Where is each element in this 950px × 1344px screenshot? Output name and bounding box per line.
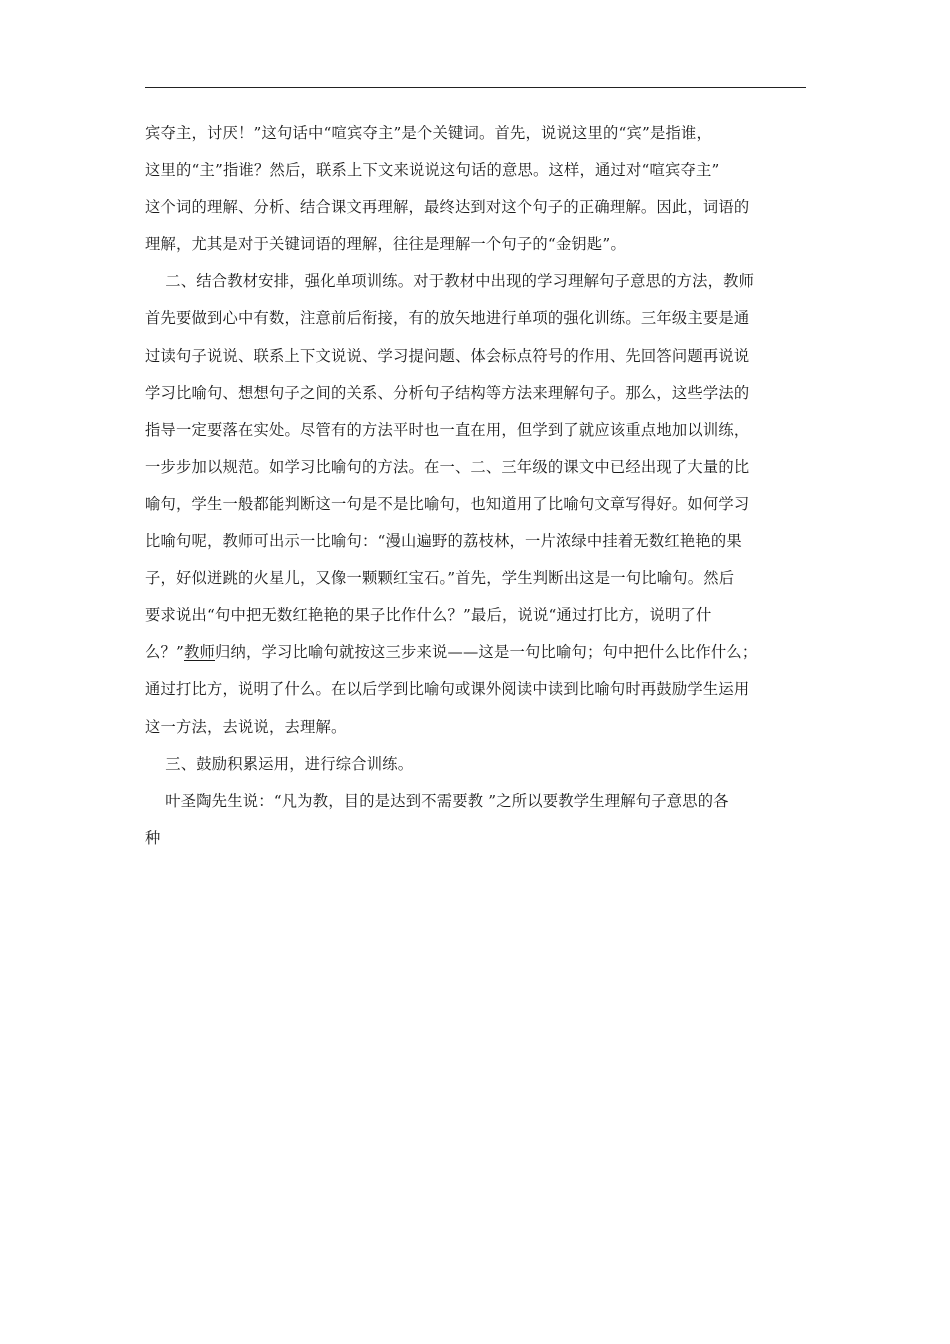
text-line: 宾夺主，讨厌！”这句话中“喧宾夺主”是个关键词。首先，说说这里的“宾”是指谁，: [145, 124, 712, 142]
text-line: 过读句子说说、联系上下文说说、学习提问题、体会标点符号的作用、先回答问题再说说: [145, 346, 750, 365]
text-line: 叶圣陶先生说：“凡为教，目的是达到不需要教 ”之所以要教学生理解句子意思的各: [145, 791, 729, 810]
text-line: 理解，尤其是对于关键词语的理解，往往是理解一个句子的“金钥匙”。: [145, 235, 626, 254]
text-fragment: 归纳，学习比喻句就按这三步来说——这是一句比喻句；句中把什么比作什么；: [215, 643, 758, 662]
underlined-word: 教师: [184, 643, 216, 662]
text-line: 学习比喻句、想想句子之间的关系、分析句子结构等方法来理解句子。那么，这些学法的: [145, 383, 750, 402]
text-line: 一步步加以规范。如学习比喻句的方法。在一、二、三年级的课文中已经出现了大量的比: [145, 457, 750, 476]
header-rule: [145, 87, 806, 88]
text-line: 指导一定要落在实处。尽管有的方法平时也一直在用，但学到了就应该重点地加以训练，: [145, 420, 750, 439]
document-body: [145, 121, 807, 863]
text-line: 三、鼓励积累运用，进行综合训练。: [145, 754, 414, 773]
text-line: 这里的“主”指谁？然后，联系上下文来说说这句话的意思。这样，通过对“喧宾夺主”: [145, 161, 720, 180]
text-line: 二、结合教材安排，强化单项训练。对于教材中出现的学习理解句子意思的方法，教师: [145, 272, 755, 291]
text-line-with-link: [145, 640, 807, 677]
text-fragment: 么？”: [145, 643, 185, 662]
text-line: 要求说出“句中把无数红艳艳的果子比作什么？”最后，说说“通过打比方，说明了什: [145, 606, 712, 625]
text-line: 子，好似迸跳的火星儿，又像一颗颗红宝石。”首先，学生判断出这是一句比喻句。然后: [145, 569, 735, 588]
text-line: 首先要做到心中有数，注意前后衔接，有的放矢地进行单项的强化训练。三年级主要是通: [145, 309, 750, 328]
text-line: 种: [145, 828, 161, 847]
text-line: 通过打比方，说明了什么。在以后学到比喻句或课外阅读中读到比喻句时再鼓励学生运用: [145, 680, 750, 699]
text-line: 这个词的理解、分析、结合课文再理解，最终达到对这个句子的正确理解。因此，词语的: [145, 198, 750, 217]
text-line: 比喻句呢，教师可出示一比喻句：“漫山遍野的荔枝林，一片浓绿中挂着无数红艳艳的果: [145, 532, 742, 551]
text-line: 喻句，学生一般都能判断这一句是不是比喻句，也知道用了比喻句文章写得好。如何学习: [145, 494, 750, 513]
text-line: 这一方法，去说说，去理解。: [145, 717, 347, 736]
